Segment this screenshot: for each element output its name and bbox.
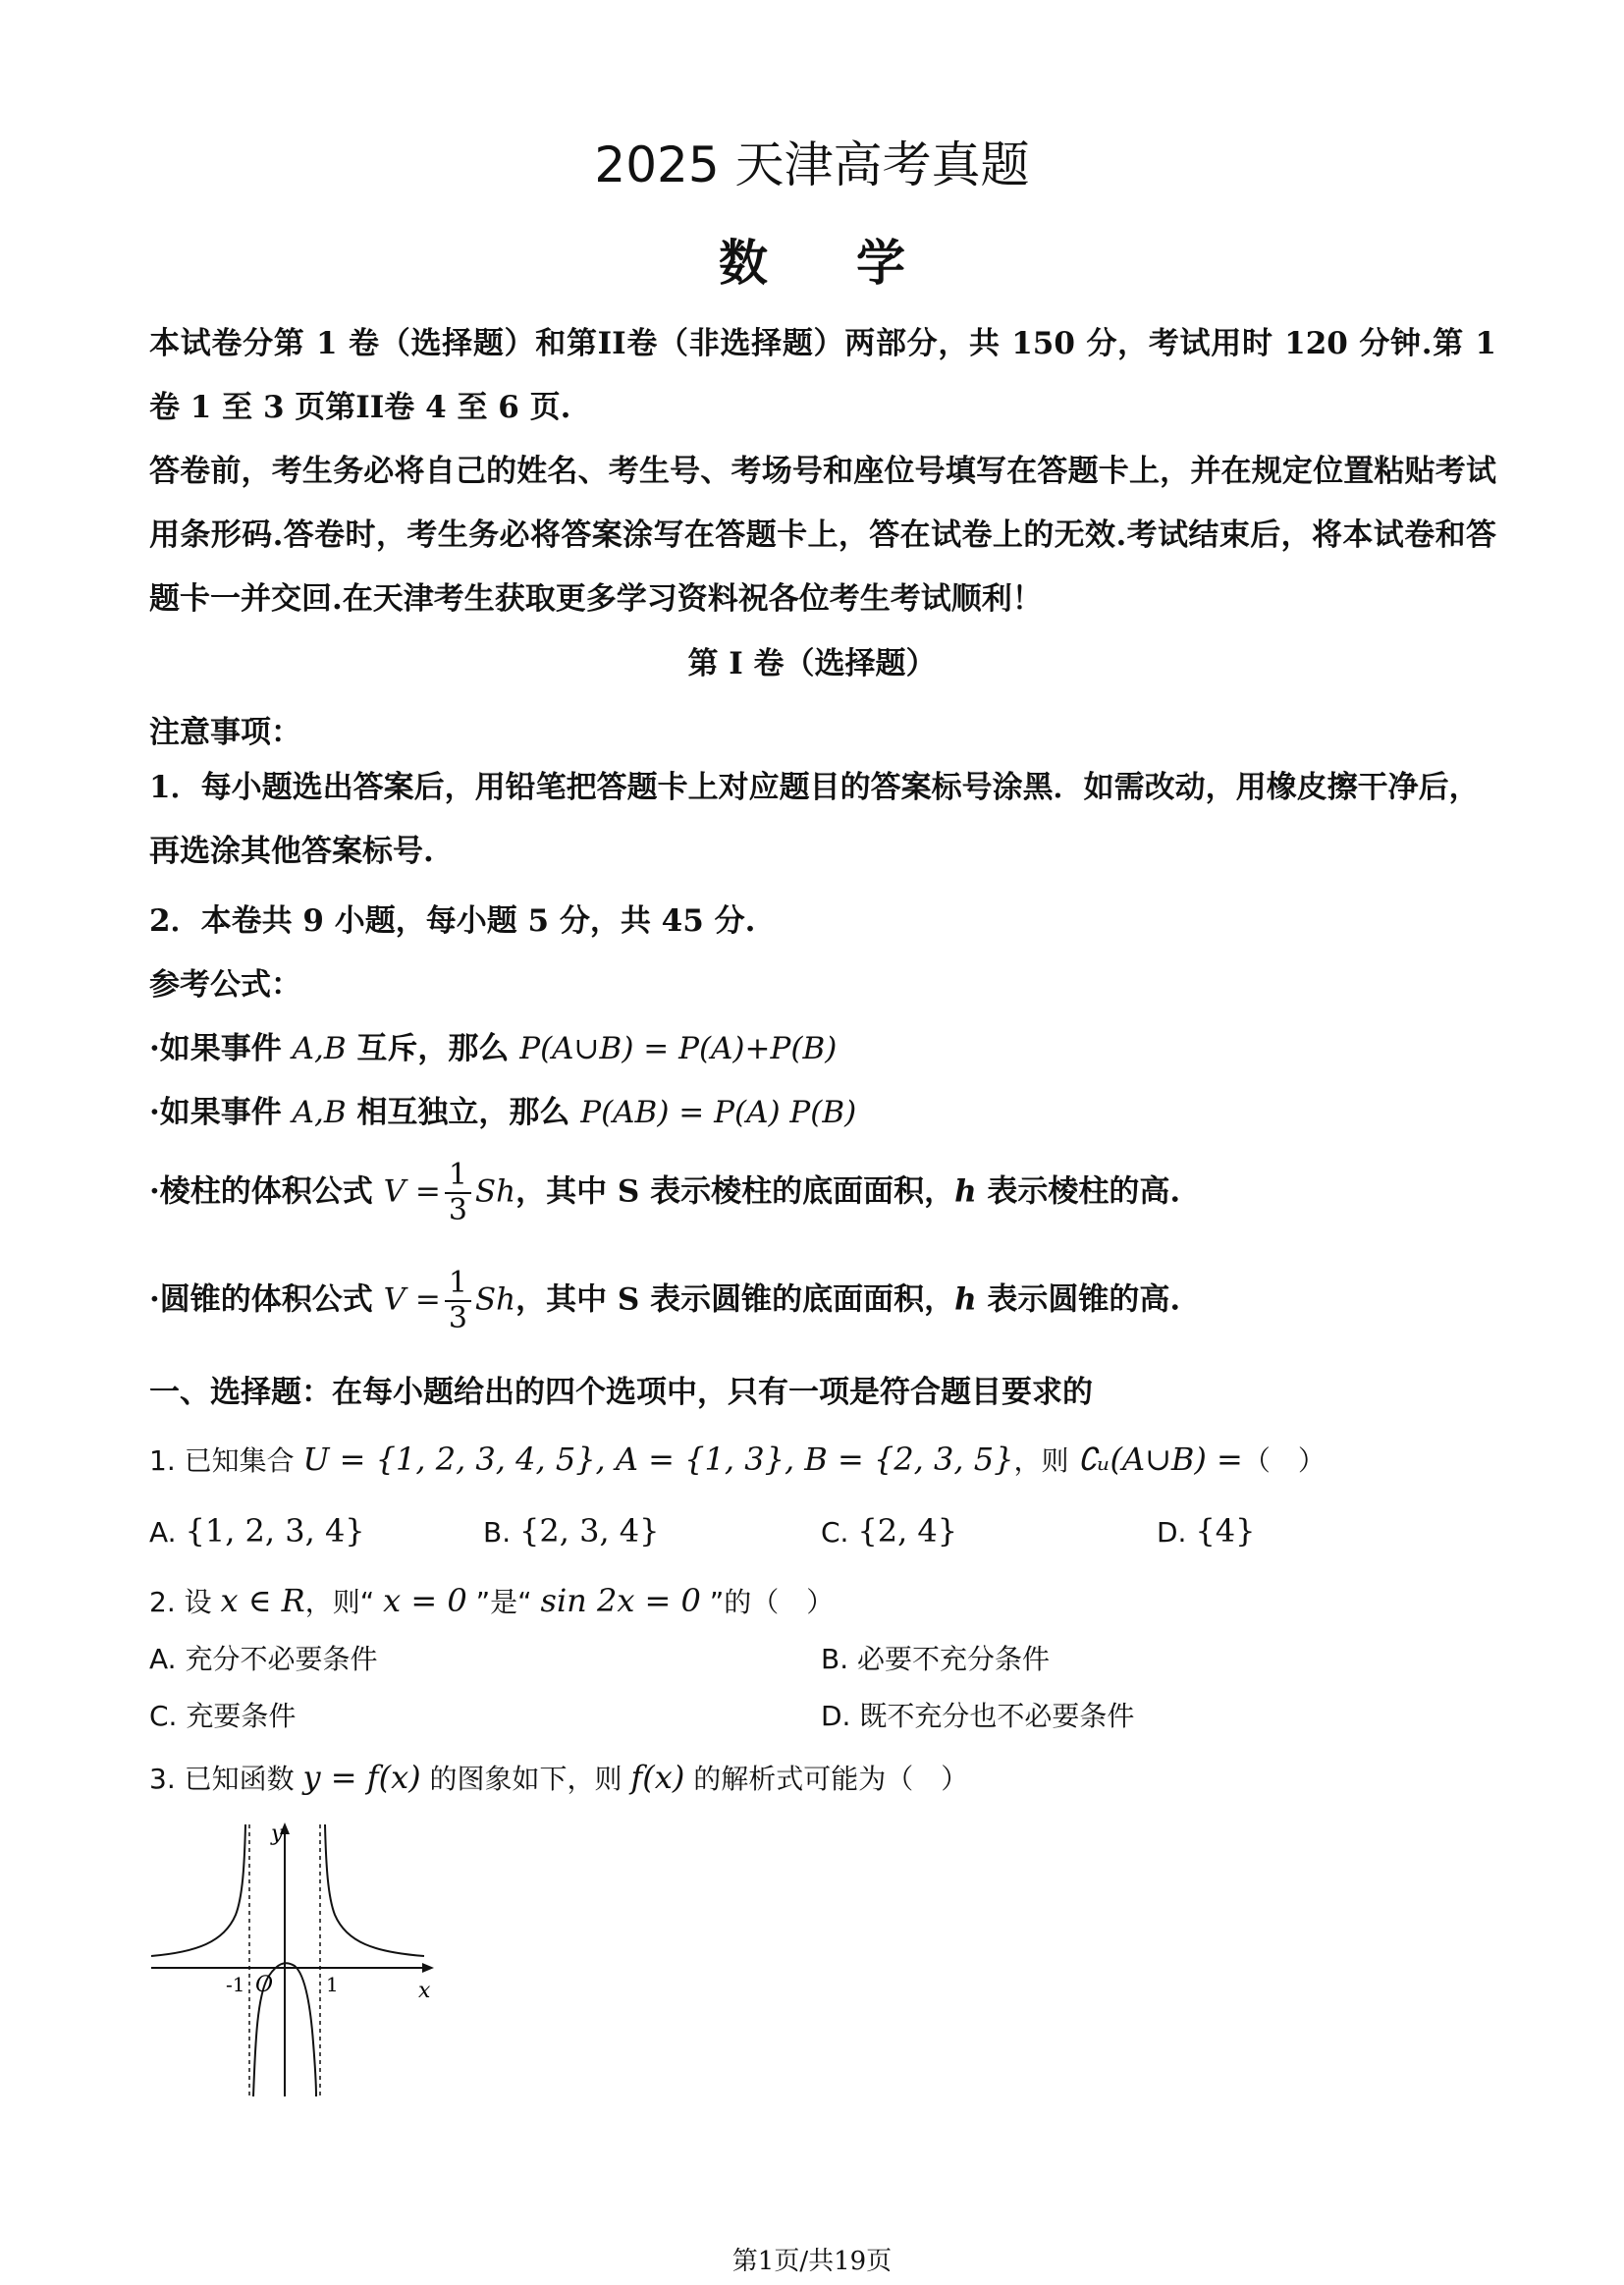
- graph-y-label: y: [271, 1822, 284, 1846]
- q1-option-a[interactable]: [149, 1512, 365, 1550]
- graph-tick-neg-one: -1: [226, 1973, 245, 1996]
- formula-2-vars: A,B: [292, 1095, 347, 1130]
- formula-4-numerator: 1: [445, 1267, 471, 1302]
- formula-prism-volume: [149, 1159, 1180, 1227]
- question-2-stem: [149, 1581, 834, 1620]
- q2-option-d[interactable]: D. 既不充分也不必要条件: [821, 1700, 1135, 1732]
- q1-option-c-label: C.: [821, 1516, 858, 1549]
- q2-prefix: 2. 设: [149, 1586, 221, 1618]
- q1-option-b-value: {2, 3, 4}: [519, 1512, 660, 1550]
- formula-3-end: 表示棱柱的高.: [976, 1173, 1181, 1210]
- formula-4-end: 表示圆锥的高.: [976, 1281, 1181, 1318]
- q3-end: 的解析式可能为（ ）: [684, 1763, 969, 1795]
- formula-2-expression: P(AB) = P(A) P(B): [580, 1095, 857, 1130]
- formula-exclusive: [149, 1023, 837, 1067]
- intro-paragraph-2: 答卷前，考生务必将自己的姓名、考生号、考场号和座位号填写在答题卡上，并在规定位置粘贴考试用条形码.答卷时，考生务必将答案涂写在答题卡上，答在试卷上的无效.考试结束后，将本试卷和答题卡一并交回.在天津考生获取更多学习资料祝各位考生考试顺利！: [149, 454, 1496, 617]
- formula-3-post: ，其中 S 表示棱柱的底面面积，: [515, 1173, 955, 1210]
- page-footer: 第1页/共19页: [731, 2247, 893, 2276]
- notice-label: 注意事项：: [149, 715, 301, 750]
- formula-2-prefix: ·如果事件: [149, 1095, 293, 1130]
- graph-curve-left: [151, 1824, 245, 1956]
- exam-title: 2025 天津高考真题: [594, 136, 1030, 193]
- graph-x-label: x: [418, 1979, 431, 2003]
- formula-1-expression: P(A∪B) = P(A)+P(B): [519, 1031, 838, 1066]
- notice-2: 2．本卷共 9 小题，每小题 5 分，共 45 分.: [149, 903, 756, 939]
- formula-label: 参考公式：: [149, 967, 301, 1003]
- formula-3-numerator: 1: [445, 1159, 471, 1194]
- formula-2-mid: 相互独立，那么: [346, 1095, 581, 1130]
- q2-mid-2: ”是“: [466, 1586, 541, 1618]
- q1-option-a-label: A.: [149, 1516, 186, 1549]
- q1-sets: U = {1, 2, 3, 4, 5}, A = {1, 3}, B = {2, 3, 5}: [302, 1441, 1014, 1478]
- q1-complement: ∁ᵤ(A∪B) =: [1077, 1441, 1243, 1478]
- q1-prefix: 1. 已知集合: [149, 1444, 303, 1477]
- q1-option-d-label: D.: [1157, 1516, 1196, 1549]
- intro-paragraph-1: 本试卷分第 1 卷（选择题）和第II卷（非选择题）两部分，共 150 分，考试用时 120 分钟.第 1 卷 1 至 3 页第II卷 4 至 6 页.: [149, 326, 1496, 425]
- q1-option-b[interactable]: [483, 1512, 660, 1550]
- formula-3-lhs: V =: [383, 1173, 441, 1210]
- formula-1-prefix: ·如果事件: [149, 1031, 293, 1066]
- q3-prefix: 3. 已知函数: [149, 1763, 303, 1795]
- graph-origin-label: O: [255, 1973, 274, 1997]
- formula-4-denominator: 3: [448, 1301, 467, 1335]
- q1-option-c-value: {2, 4}: [857, 1512, 958, 1550]
- formula-1-vars: A,B: [292, 1031, 347, 1066]
- q3-function-graph: [147, 1817, 442, 2101]
- q1-end: （ ）: [1242, 1444, 1326, 1477]
- formula-4-lhs: V =: [383, 1281, 441, 1318]
- q1-option-c[interactable]: [821, 1512, 957, 1550]
- q2-end: ”的（ ）: [700, 1586, 835, 1618]
- part-1-heading: 一、选择题：在每小题给出的四个选项中，只有一项是符合题目要求的: [149, 1375, 1093, 1410]
- formula-4-post: ，其中 S 表示圆锥的底面面积，: [515, 1281, 955, 1318]
- formula-3-fraction: [445, 1159, 471, 1227]
- q2-option-b[interactable]: B. 必要不充分条件: [821, 1643, 1051, 1675]
- formula-3-rhs: Sh: [474, 1173, 516, 1210]
- formula-4-fraction: [445, 1267, 471, 1335]
- formula-1-mid: 互斥，那么: [346, 1031, 520, 1066]
- q3-mid: 的图象如下，则: [420, 1763, 631, 1795]
- formula-3-prefix: ·棱柱的体积公式: [149, 1173, 384, 1210]
- q2-option-c[interactable]: C. 充要条件: [149, 1700, 297, 1732]
- graph-tick-one: 1: [326, 1973, 339, 1996]
- q2-condition-1: x = 0: [383, 1582, 467, 1619]
- q3-function-2: f(x): [630, 1759, 685, 1796]
- notice-1: 1．每小题选出答案后，用铅笔把答题卡上对应题目的答案标号涂黑．如需改动，用橡皮擦干净后，再选涂其他答案标号.: [149, 770, 1480, 869]
- graph-curve-right: [325, 1824, 424, 1956]
- q1-option-d-value: {4}: [1195, 1512, 1256, 1550]
- exam-intro: [149, 312, 1496, 631]
- formula-cone-volume: [149, 1267, 1180, 1335]
- q1-option-a-value: {1, 2, 3, 4}: [185, 1512, 365, 1550]
- q2-condition-2: sin 2x = 0: [540, 1582, 701, 1619]
- q1-option-b-label: B.: [483, 1516, 520, 1549]
- formula-4-prefix: ·圆锥的体积公式: [149, 1281, 384, 1318]
- q2-domain: x ∈ R: [220, 1582, 305, 1619]
- exam-subject: 数学: [719, 235, 994, 292]
- formula-4-rhs: Sh: [474, 1281, 516, 1318]
- formula-4-h: h: [954, 1281, 977, 1318]
- question-3-stem: [149, 1758, 968, 1797]
- q2-mid: ，则“: [304, 1586, 384, 1618]
- question-1-stem: [149, 1440, 1326, 1479]
- formula-3-denominator: 3: [448, 1193, 467, 1227]
- formula-3-h: h: [954, 1173, 977, 1210]
- section-1-title: 第 I 卷（选择题）: [687, 646, 937, 681]
- q1-option-d[interactable]: [1157, 1512, 1255, 1550]
- graph-x-arrow-icon: [422, 1963, 434, 1973]
- q1-mid: ，则: [1013, 1444, 1078, 1477]
- formula-independent: [149, 1087, 856, 1131]
- q3-function: y = f(x): [302, 1759, 421, 1796]
- q2-option-a[interactable]: A. 充分不必要条件: [149, 1643, 378, 1675]
